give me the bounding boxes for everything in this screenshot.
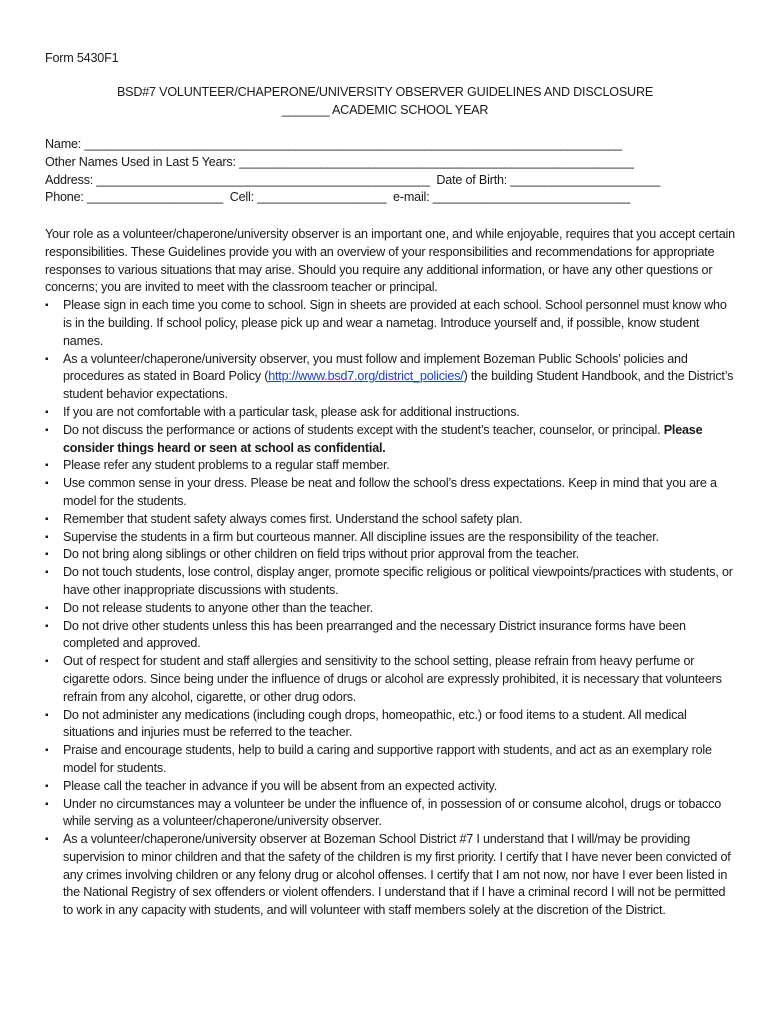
guideline-item [45,600,735,618]
guideline-text: Do not touch students, lose control, display anger, promote specific religious or political viewpoints/practices with students, or have other inappropriate discussions with students. [63,565,733,597]
bullet-icon: ▪ [45,620,49,632]
guidelines-body [45,226,735,920]
guideline-text: Do not administer any medications (including cough drops, homeopathic, etc.) or food items to a student. All medical situations and injuries must be referred to the teacher. [63,707,687,740]
guideline-item [45,796,735,832]
address-dob-field[interactable]: Address: _________________________________________________ Date of Birth: ______________________ [45,172,661,187]
guideline-text: Out of respect for student and staff allergies and sensitivity to the school setting, please refrain from heavy perfume or cigarette odors. Since being under the influence of drugs or alcohol are expressly prohibited, it is necessary that volunteers refrain from any alcohol, cigarette, or other drug odors. [63,654,722,704]
guideline-item [45,653,735,706]
guideline-item [45,511,735,529]
personal-info-fields [45,136,745,207]
guideline-text: Use common sense in your dress. Please be neat and follow the school’s dress expectations. Keep in mind that you are a model for the students. [63,476,717,508]
bullet-icon: ▪ [45,406,49,418]
bullet-icon: ▪ [45,656,49,668]
bullet-icon: ▪ [45,513,49,525]
guideline-item [45,778,735,796]
guideline-item [45,546,735,564]
intro-paragraph: Your role as a volunteer/chaperone/university observer is an important one, and while enjoyable, requires that you accept certain responsibilities. These Guidelines provide you with an overview of your responsibilities and recommendations for appropriate responses to various situations that may arise. Should you require any additional information, or have any other questions or concerns; you are invited to meet with the classroom teacher or principal. [45,227,735,295]
bullet-icon: ▪ [45,300,49,312]
bullet-icon: ▪ [45,745,49,757]
guideline-item [45,351,735,404]
guideline-item [45,529,735,547]
guideline-text: Do not discuss the performance or actions of students except with the student’s teacher, counselor, or principal. [63,422,664,437]
guideline-text: ) the building Student Handbook, and the District’s student behavior expectations. [63,369,734,402]
bullet-icon: ▪ [45,531,49,543]
bullet-icon: ▪ [45,353,49,365]
guideline-text: Do not release students to anyone other than the teacher. [63,600,373,615]
guideline-item [45,564,735,600]
guideline-text: As a volunteer/chaperone/university observer at Bozeman School District #7 I understand that I will/may be providing supervision to minor children and that the safety of the children is my first priority. I certify that I have never been convicted of any crimes involving children or any felony drug or alcohol offenses. I certify that I am not now, nor have I ever been listed in the National Registry of sex offenders or violent offenders. I understand that if I have a criminal record I will not be permitted to work in any capacity with students, and will volunteer with staff members solely at the discretion of the District. [63,832,731,918]
guideline-item [45,297,735,350]
confidential-notice: Please consider things heard or seen at school as confidential. [63,422,703,455]
guideline-item [45,707,735,743]
guideline-text: Praise and encourage students, help to build a caring and supportive rapport with students, and act as an exemplary role model for students. [63,743,712,775]
guideline-item [45,618,735,654]
document-title: BSD#7 VOLUNTEER/CHAPERONE/UNIVERSITY OBSERVER GUIDELINES AND DISCLOSURE [116,85,654,99]
phone-cell-email-field[interactable]: Phone: ____________________ Cell: ___________________ e-mail: _____________________________ [45,190,631,205]
guideline-text: Please sign in each time you come to school. Sign in sheets are provided at each school. School personnel must know who is in the building. If school policy, please pick up and wear a nametag. Introduce yourself and, if possible, know student names. [63,298,727,348]
guideline-item [45,475,735,511]
guidelines-list [45,297,735,920]
bullet-icon: ▪ [45,602,49,614]
bullet-icon: ▪ [45,424,49,436]
guideline-item [45,422,735,458]
form-id: Form 5430F1 [45,51,119,65]
guideline-item [45,742,735,778]
guideline-text: Under no circumstances may a volunteer be under the influence of, in possession of or consume alcohol, drugs or tobacco while serving as a volunteer/chaperone/university observer. [63,796,722,829]
guideline-item [45,404,735,422]
name-field[interactable]: Name: _______________________________________________________________________________ [45,137,622,151]
bullet-icon: ▪ [45,478,49,490]
guideline-text: Do not drive other students unless this has been prearranged and the necessary District insurance forms have been completed and approved. [63,618,686,651]
guideline-text: Please call the teacher in advance if you will be absent from an expected activity. [63,778,497,793]
bullet-icon: ▪ [45,834,49,846]
bullet-icon: ▪ [45,798,49,810]
guideline-text: If you are not comfortable with a particular task, please ask for additional instructions. [63,404,520,419]
guideline-text: Supervise the students in a firm but courteous manner. All discipline issues are the responsibility of the teacher. [63,529,659,544]
bullet-icon: ▪ [45,460,49,472]
guideline-text: Remember that student safety always comes first. Understand the school safety plan. [63,511,523,526]
bullet-icon: ▪ [45,780,49,792]
document-subtitle: _______ ACADEMIC SCHOOL YEAR [281,103,489,117]
guideline-text: Do not bring along siblings or other children on field trips without prior approval from the teacher. [63,547,580,562]
bullet-icon: ▪ [45,567,49,579]
guideline-item [45,831,735,920]
guideline-text: Please refer any student problems to a regular staff member. [63,458,390,473]
bullet-icon: ▪ [45,709,49,721]
guideline-item [45,457,735,475]
guideline-text: As a volunteer/chaperone/university observer, you must follow and implement Bozeman Public Schools’ policies and procedures as stated in Board Policy ( [63,351,688,384]
other-names-field[interactable]: Other Names Used in Last 5 Years: __________________________________________________________ [45,154,634,169]
bullet-icon: ▪ [45,549,49,561]
board-policy-link[interactable]: http://www.bsd7.org/district_policies/ [268,369,464,384]
